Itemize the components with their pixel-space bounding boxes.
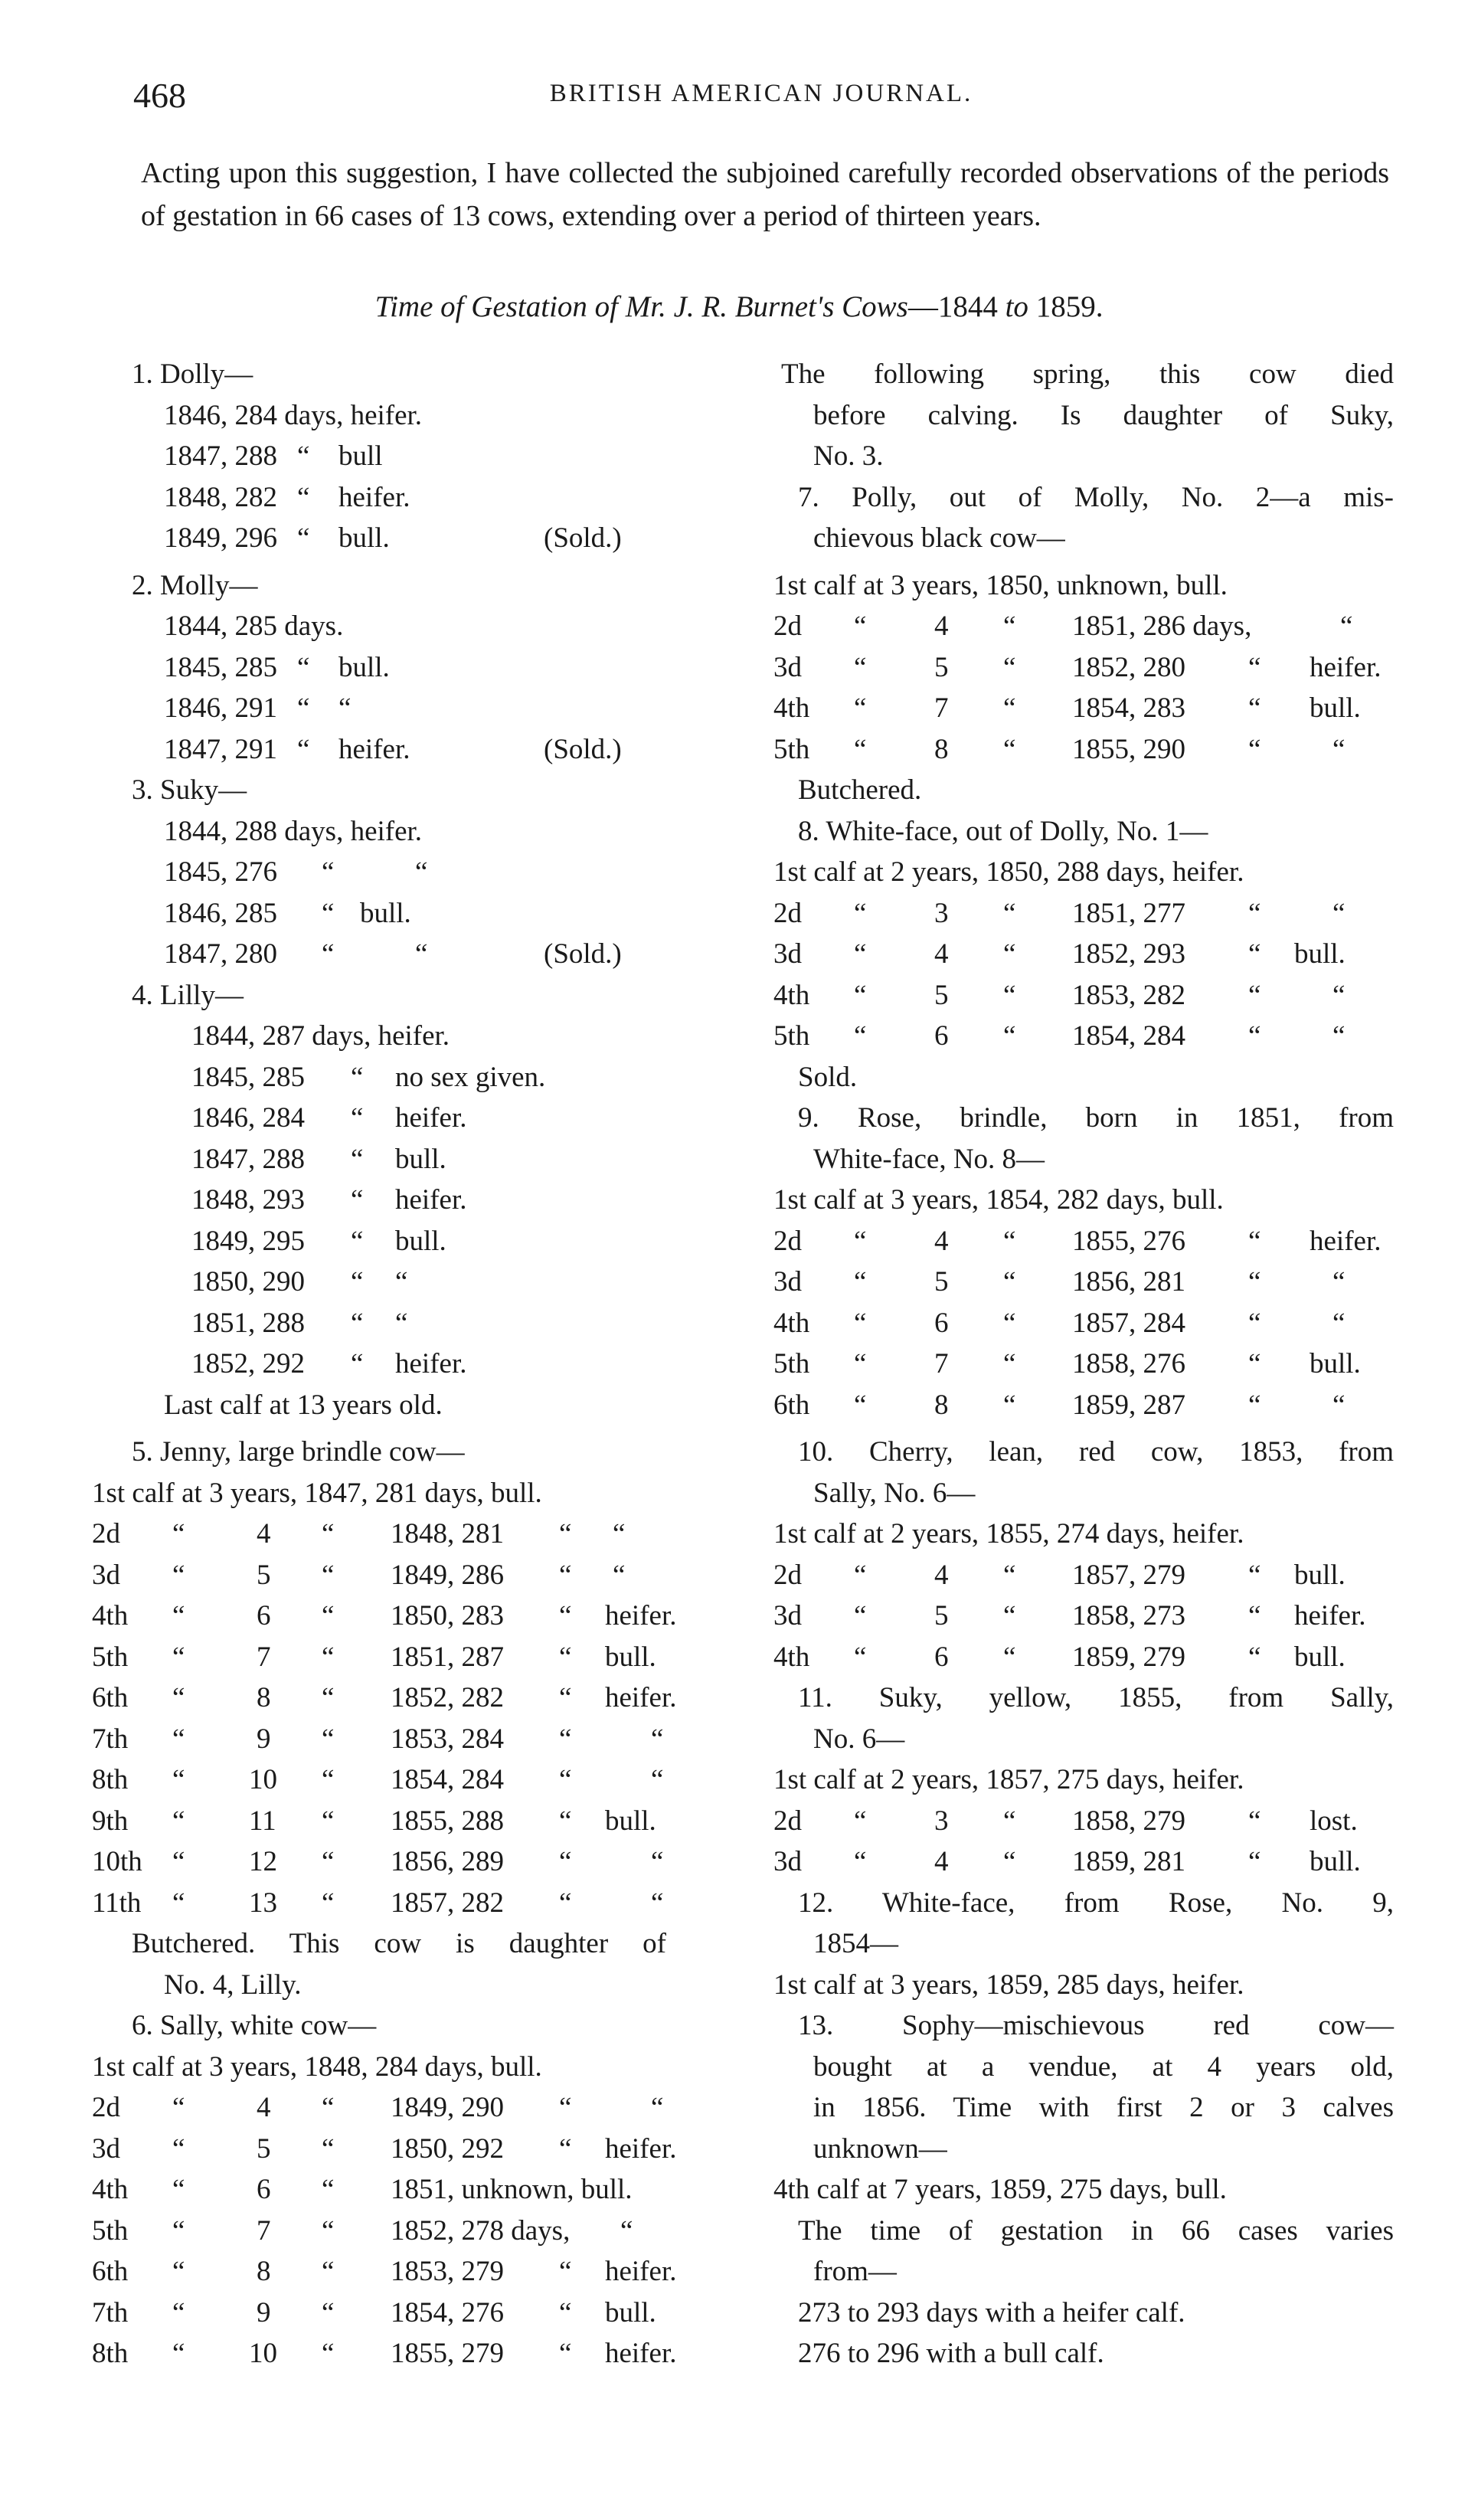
cow-heading: bought at a vendue, at 4 years old, (813, 2050, 1394, 2083)
record-row: 1847, 288 “ bull (164, 440, 383, 472)
cow-heading: 3. Suky— (132, 774, 247, 806)
record-row: 1st calf at 3 years, 1847, 281 days, bull. (92, 1477, 542, 1509)
note-line: No. 3. (813, 440, 884, 472)
note-line: Last calf at 13 years old. (164, 1389, 443, 1421)
record-row: 2d “ 3 “ 1858, 279 “ lost. (773, 1805, 1358, 1837)
record-row: 6th “ 8 “ 1852, 282 “ heifer. (92, 1682, 677, 1713)
record-row: 1846, 284 “ heifer. (191, 1102, 467, 1134)
record-row: 4th “ 6 “ 1851, unknown, bull. (92, 2174, 633, 2205)
record-row: 5th “ 7 “ 1858, 276 “ bull. (773, 1348, 1361, 1379)
record-row: 1846, 285 “ bull. (164, 897, 411, 929)
cow-heading: 13. Sophy—mischievous red cow— (798, 2010, 1394, 2041)
record-row: 3d “ 5 “ 1850, 292 “ heifer. (92, 2132, 677, 2165)
record-row: 5th “ 8 “ 1855, 290 “ “ (773, 733, 1346, 765)
right-column (773, 354, 1409, 2374)
record-row: 4th “ 7 “ 1854, 283 “ bull. (773, 692, 1361, 724)
record-row: 3d “ 4 “ 1852, 293 “ bull. (773, 938, 1346, 970)
cow-heading: in 1856. Time with first 2 or 3 calves (813, 2092, 1394, 2123)
cow-heading: 9. Rose, brindle, born in 1851, from (798, 1102, 1394, 1134)
record-row: 10th “ 12 “ 1856, 289 “ “ (92, 1846, 664, 1877)
cow-heading: White-face, No. 8— (813, 1143, 1045, 1175)
record-row: 5th “ 7 “ 1851, 287 “ bull. (92, 1641, 656, 1673)
cow-heading: 10. Cherry, lean, red cow, 1853, from (798, 1436, 1394, 1468)
record-row: 1844, 285 days. (164, 610, 344, 642)
cow-heading: 6. Sally, white cow— (132, 2010, 377, 2041)
record-row: 1844, 288 days, heifer. (164, 815, 423, 847)
record-row: 7th “ 9 “ 1853, 284 “ “ (92, 1723, 664, 1755)
record-row: 3d “ 5 “ 1849, 286 “ “ (92, 1559, 626, 1591)
cow-heading: 4. Lilly— (132, 979, 244, 1011)
record-row: 4th “ 6 “ 1850, 283 “ heifer. (92, 1600, 677, 1631)
record-row: 1st calf at 3 years, 1854, 282 days, bull. (773, 1184, 1224, 1216)
record-row: 4th “ 6 “ 1857, 284 “ “ (773, 1307, 1346, 1339)
record-row: 1845, 285 “ no sex given. (191, 1061, 546, 1093)
note-line: Butchered. (798, 774, 922, 806)
running-title: BRITISH AMERICAN JOURNAL. (549, 80, 973, 107)
caption-to: to (1005, 290, 1028, 323)
record-row: 1849, 295 “ bull. (191, 1225, 446, 1257)
record-row: 3d “ 5 “ 1858, 273 “ heifer. (773, 1600, 1366, 1631)
record-row: 4th “ 5 “ 1853, 282 “ “ (773, 979, 1346, 1011)
record-row: 2d “ 4 “ 1849, 290 “ “ (92, 2092, 664, 2123)
record-row: 8th “ 10 “ 1854, 284 “ “ (92, 1764, 664, 1795)
record-row: 1850, 290 “ “ (191, 1266, 408, 1298)
cow-heading: 8. White-face, out of Dolly, No. 1— (798, 815, 1208, 847)
record-row: 3d “ 4 “ 1859, 281 “ bull. (773, 1846, 1361, 1877)
record-row: 1st calf at 2 years, 1850, 288 days, heifer. (773, 856, 1244, 888)
record-row: 8th “ 10 “ 1855, 279 “ heifer. (92, 2338, 677, 2369)
note-line: The following spring, this cow died (781, 358, 1394, 390)
record-row: 11th “ 13 “ 1857, 282 “ “ (92, 1887, 664, 1919)
record-row: 1846, 284 days, heifer. (164, 399, 423, 431)
record-row: 5th “ 6 “ 1854, 284 “ “ (773, 1020, 1346, 1052)
summary-line: 276 to 296 with a bull calf. (798, 2338, 1104, 2369)
record-row: 2d “ 3 “ 1851, 277 “ “ (773, 897, 1346, 929)
record-row: 6th “ 8 “ 1853, 279 “ heifer. (92, 2256, 677, 2287)
summary-line: from— (813, 2256, 897, 2287)
cow-heading: No. 6— (813, 1723, 905, 1755)
record-row: 4th calf at 7 years, 1859, 275 days, bull. (773, 2174, 1227, 2205)
note-line: Sold. (798, 1061, 858, 1093)
record-row: 1st calf at 2 years, 1855, 274 days, heifer. (773, 1518, 1244, 1550)
record-row: 3d “ 5 “ 1856, 281 “ “ (773, 1266, 1346, 1298)
cow-heading: 1. Dolly— (132, 358, 253, 390)
record-row: 1849, 296 “ bull. (Sold.) (164, 522, 622, 554)
note-line: No. 4, Lilly. (164, 1969, 302, 2001)
record-row: 1848, 282 “ heifer. (164, 481, 410, 513)
cow-heading: chievous black cow— (813, 522, 1065, 554)
cow-heading: 2. Molly— (132, 569, 258, 601)
caption-range-start: —1844 (907, 290, 1005, 323)
record-row: 1847, 291 “ heifer. (Sold.) (164, 733, 622, 765)
cow-heading: 12. White-face, from Rose, No. 9, (798, 1887, 1394, 1919)
record-row: 1st calf at 2 years, 1857, 275 days, heifer. (773, 1764, 1244, 1795)
note-line: before calving. Is daughter of Suky, (813, 399, 1394, 431)
page-header (133, 75, 1389, 121)
table-caption (0, 290, 1478, 324)
left-column (92, 354, 804, 2374)
summary-line: The time of gestation in 66 cases varies (798, 2214, 1394, 2247)
record-row: 2d “ 4 “ 1855, 276 “ heifer. (773, 1225, 1382, 1257)
record-row: 1845, 285 “ bull. (164, 651, 390, 683)
record-row: 1st calf at 3 years, 1859, 285 days, heifer. (773, 1969, 1244, 2001)
cow-heading: unknown— (813, 2132, 947, 2165)
note-line: Butchered. This cow is daughter of (132, 1928, 666, 1959)
cow-heading: 11. Suky, yellow, 1855, from Sally, (798, 1682, 1394, 1713)
cow-heading: 5. Jenny, large brindle cow— (132, 1436, 465, 1468)
record-row: 6th “ 8 “ 1859, 287 “ “ (773, 1389, 1346, 1421)
record-row: 1848, 293 “ heifer. (191, 1184, 467, 1216)
record-row: 1844, 287 days, heifer. (191, 1020, 450, 1052)
record-row: 5th “ 7 “ 1852, 278 days, “ (92, 2214, 633, 2247)
record-row: 1847, 288 “ bull. (191, 1143, 446, 1175)
record-row: 2d “ 4 “ 1848, 281 “ “ (92, 1518, 626, 1550)
record-row: 3d “ 5 “ 1852, 280 “ heifer. (773, 651, 1382, 683)
record-row: 2d “ 4 “ 1851, 286 days, “ (773, 610, 1353, 642)
caption-range-end: 1859. (1028, 290, 1104, 323)
record-row: 1852, 292 “ heifer. (191, 1348, 467, 1379)
record-row: 7th “ 9 “ 1854, 276 “ bull. (92, 2296, 656, 2329)
record-row: 1845, 276 “ “ (164, 856, 428, 888)
record-row: 1st calf at 3 years, 1848, 284 days, bull. (92, 2050, 542, 2083)
record-row: 1851, 288 “ “ (191, 1307, 408, 1339)
record-row: 2d “ 4 “ 1857, 279 “ bull. (773, 1559, 1346, 1591)
page-number: 468 (133, 76, 186, 115)
caption-title: Time of Gestation of Mr. J. R. Burnet's Cows (374, 290, 908, 323)
cow-heading: 7. Polly, out of Molly, No. 2—a mis- (798, 481, 1394, 513)
cow-heading: 1854— (813, 1928, 898, 1959)
cow-heading: Sally, No. 6— (813, 1477, 976, 1509)
record-row: 4th “ 6 “ 1859, 279 “ bull. (773, 1641, 1346, 1673)
record-row: 9th “ 11 “ 1855, 288 “ bull. (92, 1805, 656, 1837)
record-row: 1847, 280 “ “ (Sold.) (164, 938, 622, 970)
record-row: 1846, 291 “ “ (164, 692, 352, 724)
intro-paragraph: Acting upon this suggestion, I have collected the subjoined carefully recorded observations of the periods of gestation in 66 cases of 13 cows, extending over a period of thirteen years. (141, 157, 1389, 232)
record-row: 1st calf at 3 years, 1850, unknown, bull. (773, 569, 1228, 601)
summary-line: 273 to 293 days with a heifer calf. (798, 2296, 1185, 2329)
